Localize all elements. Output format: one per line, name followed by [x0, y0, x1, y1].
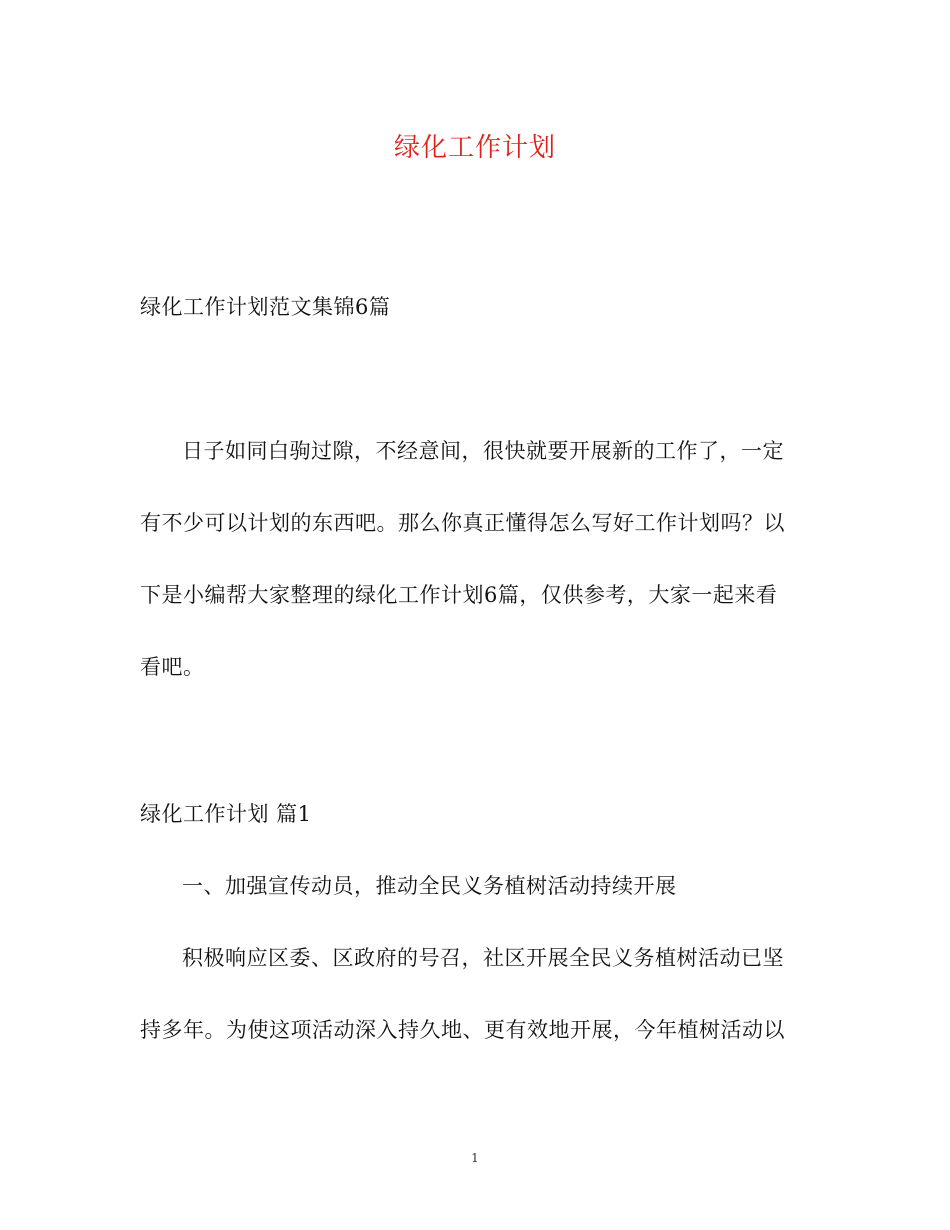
section-heading: 绿化工作计划 篇1	[140, 802, 312, 826]
document-subtitle: 绿化工作计划范文集锦6篇	[140, 295, 391, 319]
page-number: 1	[471, 1151, 479, 1165]
document-title: 绿化工作计划	[393, 133, 556, 163]
intro-line: 看吧。	[140, 655, 205, 679]
intro-line: 下是小编帮大家整理的绿化工作计划6篇，仅供参考，大家一起来看	[140, 583, 778, 607]
body-line: 持多年。为使这项活动深入持久地、更有效地开展，今年植树活动以	[140, 1018, 785, 1042]
item-heading: 一、加强宣传动员，推动全民义务植树活动持续开展	[182, 874, 677, 898]
intro-line: 有不少可以计划的东西吧。那么你真正懂得怎么写好工作计划吗？以	[140, 511, 785, 535]
body-line: 积极响应区委、区政府的号召，社区开展全民义务植树活动已坚	[182, 946, 784, 970]
intro-line: 日子如同白驹过隙，不经意间，很快就要开展新的工作了，一定	[182, 439, 784, 463]
